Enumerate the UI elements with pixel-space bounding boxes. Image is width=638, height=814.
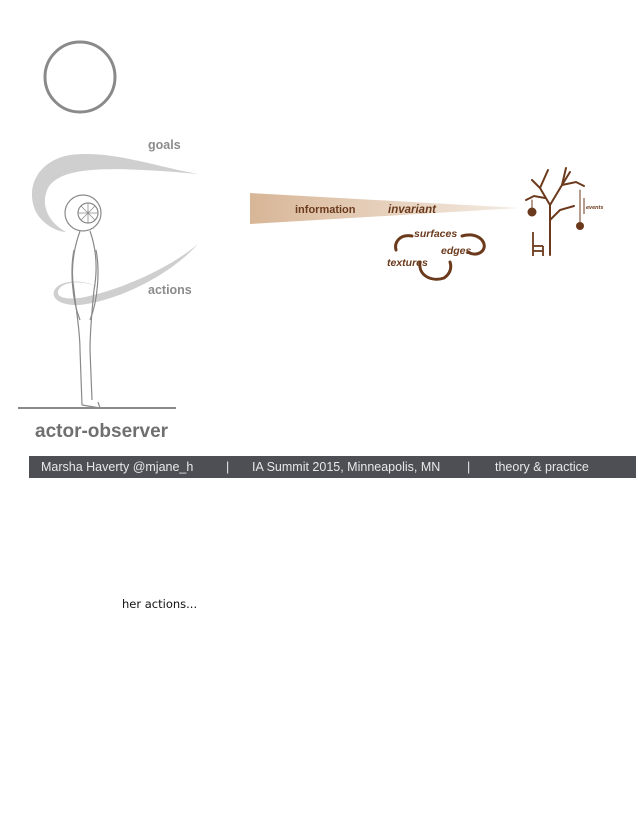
footer-event: IA Summit 2015, Minneapolis, MN: [252, 460, 441, 474]
chair-icon: [533, 232, 543, 256]
information-beam: [250, 193, 520, 224]
invariant-label: invariant: [388, 204, 436, 216]
sun-circle: [45, 42, 115, 112]
information-label: information: [295, 204, 356, 216]
speaker-note: her actions...: [122, 597, 198, 611]
textures-label: textures: [387, 257, 428, 269]
footer-topic: theory & practice: [495, 460, 589, 474]
surfaces-label: surfaces: [414, 228, 458, 240]
edges-label: edges: [441, 245, 472, 257]
actor-observer-title: actor-observer: [35, 421, 169, 442]
goals-swoosh: [32, 154, 198, 232]
events-label: events: [586, 205, 604, 211]
footer-separator-2: |: [467, 460, 471, 474]
footer-bar: [29, 456, 636, 478]
footer-separator-1: |: [226, 460, 230, 474]
footer-author: Marsha Haverty @mjane_h: [41, 460, 194, 474]
actions-label: actions: [148, 283, 192, 297]
goals-label: goals: [148, 138, 181, 152]
fruit-icon: [576, 222, 584, 230]
apple-icon: [528, 208, 537, 217]
